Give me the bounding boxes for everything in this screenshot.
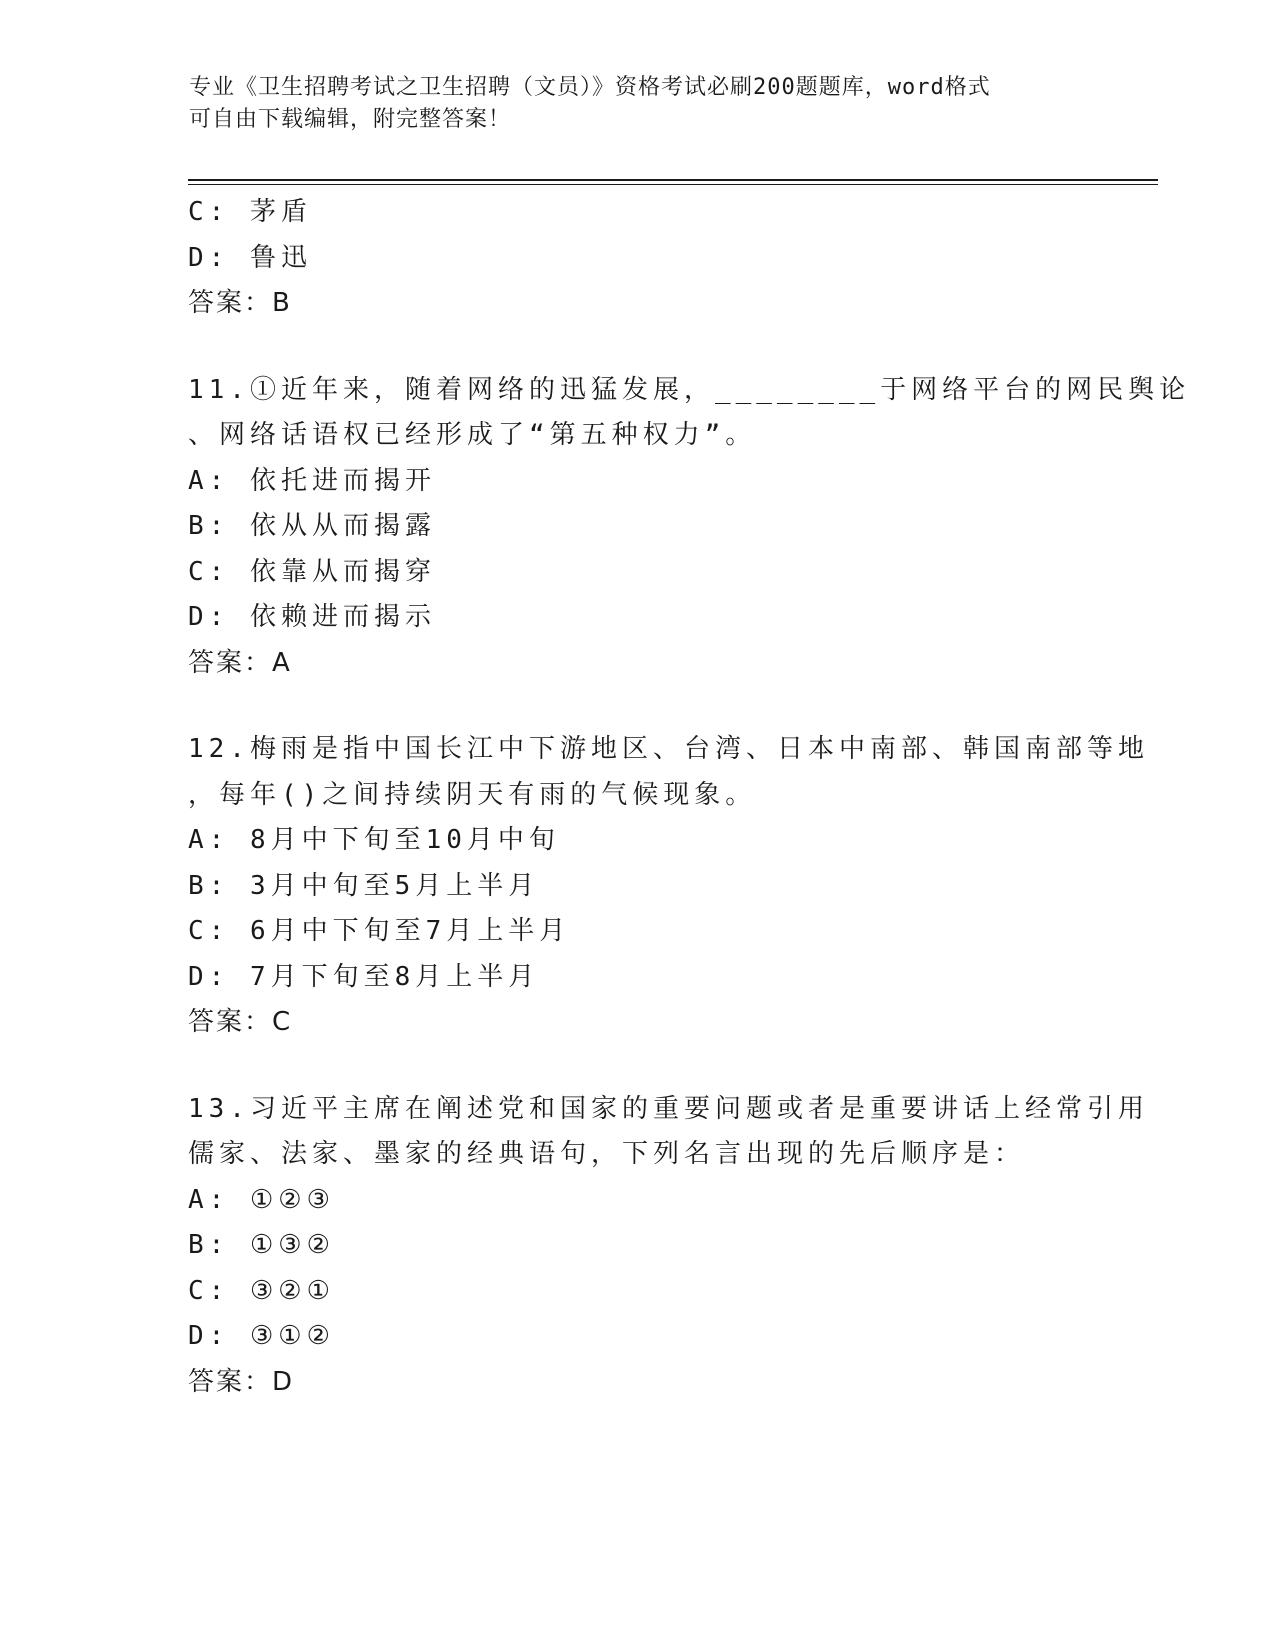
question-text-line-2: ，每年()之间持续阴天有雨的气候现象。 <box>188 779 757 810</box>
option-a: A: 依托进而揭开 <box>188 465 436 496</box>
question-13 <box>188 1087 1149 1406</box>
header-line-2: 可自由下载编辑，附完整答案！ <box>189 107 512 132</box>
header-rule-thick <box>188 179 1158 181</box>
option-b: B: 依从从而揭露 <box>188 511 436 541</box>
option-d: D: 鲁迅 <box>188 242 312 273</box>
question-text-line-2: 、网络话语权已经形成了“第五种权力”。 <box>188 420 757 450</box>
option-c: C: 6月中下旬至7月上半月 <box>188 916 571 946</box>
option-c: C: 茅盾 <box>188 197 312 227</box>
question-text-line-2: 儒家、法家、墨家的经典语句，下列名言出现的先后顺序是： <box>188 1139 1026 1169</box>
question-text-line-1: 11.①近年来，随着网络的迅猛发展，________于网络平台的网民舆论 <box>188 374 1191 405</box>
option-d: D: ③①② <box>188 1321 335 1351</box>
question-text-line-1: 12.梅雨是指中国长江中下游地区、台湾、日本中南部、韩国南部等地 <box>188 734 1149 764</box>
option-b: B: 3月中旬至5月上半月 <box>188 870 540 901</box>
option-c: C: 依靠从而揭穿 <box>188 556 436 587</box>
option-d: D: 依赖进而揭示 <box>188 602 436 632</box>
question-10-continued <box>188 190 1088 327</box>
option-d: D: 7月下旬至8月上半月 <box>188 961 540 992</box>
answer: 答案：B <box>188 288 292 318</box>
option-c: C: ③②① <box>188 1275 335 1306</box>
document-body <box>188 190 1191 1405</box>
question-11 <box>188 368 1191 687</box>
question-12 <box>188 727 1149 1046</box>
answer: 答案：D <box>188 1366 295 1397</box>
header-rule-thin <box>188 184 1158 185</box>
option-a: A: ①②③ <box>188 1184 335 1215</box>
document-header <box>189 72 1089 136</box>
answer: 答案：A <box>188 647 292 678</box>
header-line-1: 专业《卫生招聘考试之卫生招聘（文员）》资格考试必刷200题题库，word格式 <box>189 75 991 100</box>
answer: 答案：C <box>188 1007 293 1037</box>
question-text-line-1: 13.习近平主席在阐述党和国家的重要问题或者是重要讲话上经常引用 <box>188 1093 1149 1124</box>
option-b: B: ①③② <box>188 1230 335 1260</box>
option-a: A: 8月中下旬至10月中旬 <box>188 825 560 855</box>
